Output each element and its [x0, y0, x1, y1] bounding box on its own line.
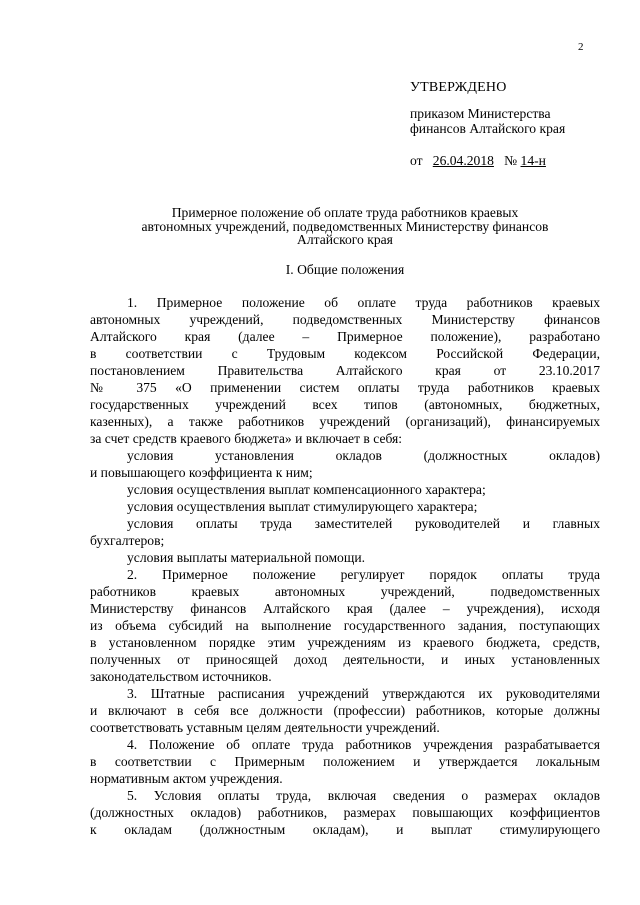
text-line: постановлением Правительства Алтайского края от 23.10.2017	[90, 363, 600, 378]
text-line: условия установления окладов (должностных окладов)	[127, 448, 600, 463]
document-title	[90, 206, 600, 247]
text-line: в установленном порядке этим учреждениям из краевого бюджета, средств,	[90, 635, 600, 650]
title-line-3: Алтайского края	[297, 232, 393, 247]
text-line: казенных), а также работников учреждений (организаций), финансируемых	[90, 414, 600, 429]
text-line: № 375 «О применении систем оплаты труда работников краевых	[90, 380, 600, 395]
approval-block	[410, 80, 565, 168]
text-line: 3. Штатные расписания учреждений утверждаются их руководителями	[127, 686, 600, 701]
approval-number: 14-н	[520, 152, 546, 168]
page-number: 2	[578, 41, 584, 53]
text-line: работников краевых автономных учреждений, подведомственных	[90, 584, 600, 599]
text-line: 4. Положение об оплате труда работников учреждения разрабатывается	[127, 737, 600, 752]
title-line-1: Примерное положение об оплате труда работников краевых	[171, 205, 519, 220]
text-line: 5. Условия оплаты труда, включая сведения о размерах окладов	[127, 788, 600, 803]
text-line: условия осуществления выплат компенсационного характера;	[127, 482, 486, 497]
text-line: полученных от приносящей доход деятельности, и иных установленных	[90, 652, 600, 667]
text-line: 1. Примерное положение об оплате труда работников краевых	[127, 295, 600, 310]
text-line: и повышающего коэффициента к ним;	[90, 465, 313, 480]
text-line: условия оплаты труда заместителей руководителей и главных	[127, 516, 600, 531]
section-title: I. Общие положения	[285, 262, 405, 277]
text-line: Министерству финансов Алтайского края (далее – учреждения), исходя	[90, 601, 600, 616]
approval-date: 26.04.2018	[432, 152, 494, 168]
title-line-2: автономных учреждений, подведомственных Министерству финансов	[141, 218, 549, 234]
text-line: в соответствии с Трудовым кодексом Российской Федерации,	[90, 346, 600, 361]
text-line: 2. Примерное положение регулирует порядок оплаты труда	[127, 567, 600, 582]
number-prefix: №	[504, 152, 518, 168]
approval-line-1: приказом Министерства	[410, 105, 551, 121]
date-prefix: от	[410, 152, 423, 168]
text-line: нормативным актом учреждения.	[90, 771, 283, 786]
document-body	[90, 294, 600, 838]
text-line: за счет средств краевого бюджета» и включает в себя:	[90, 431, 403, 446]
text-line: и включают в себя все должности (профессии) работников, которые должны	[90, 703, 600, 718]
text-line: автономных учреждений, подведомственных Министерству финансов	[90, 312, 600, 327]
text-line: государственных учреждений всех типов (автономных, бюджетных,	[90, 397, 600, 412]
text-line: условия осуществления выплат стимулирующего характера;	[127, 499, 478, 514]
text-line: соответствовать уставным целям деятельности учреждений.	[90, 720, 440, 735]
text-line: (должностных окладов) работников, размерах повышающих коэффициентов	[90, 805, 600, 820]
text-line: законодательством источников.	[90, 669, 272, 684]
text-line: в соответствии с Примерным положением и утверждается локальным	[90, 754, 600, 769]
text-line: условия выплаты материальной помощи.	[127, 550, 365, 565]
text-line: Алтайского края (далее – Примерное положение), разработано	[90, 329, 600, 344]
approval-line-2: финансов Алтайского края	[410, 121, 566, 136]
text-line: к окладам (должностным окладам), и выплат стимулирующего	[90, 822, 600, 837]
approval-heading: УТВЕРЖДЕНО	[410, 80, 507, 95]
approval-date-line	[410, 153, 565, 169]
text-line: из объема субсидий на выполнение государственного задания, поступающих	[90, 618, 600, 633]
text-line: бухгалтеров;	[90, 533, 165, 548]
